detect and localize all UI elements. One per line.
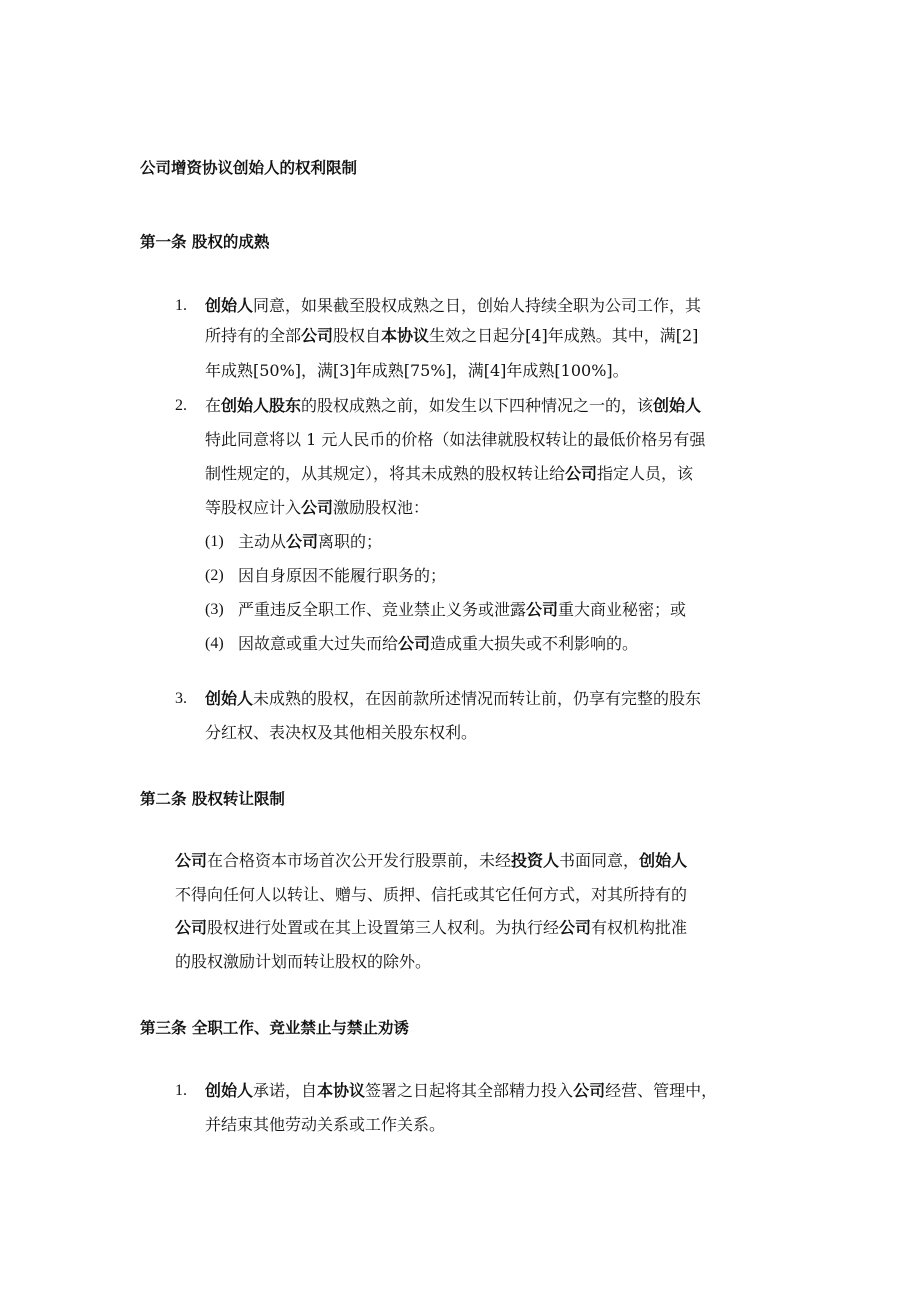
paragraph-line: 公司股权进行处置或在其上设置第三人权利。为执行经公司有权机构批准 (175, 918, 688, 937)
article-3-heading: 第三条 全职工作、竞业禁止与禁止劝诱 (140, 1019, 409, 1037)
sub-item-number: (2) (205, 567, 224, 584)
paragraph-line: 创始人未成熟的股权，在因前款所述情况而转让前，仍享有完整的股东 (205, 689, 702, 708)
sub-item-text: 严重违反全职工作、竞业禁止义务或泄露公司重大商业秘密；或 (238, 600, 687, 619)
document-title: 公司增资协议创始人的权利限制 (140, 159, 358, 177)
paragraph-line: 所持有的全部公司股权自本协议生效之日起分[4]年成熟。其中，满[2] (205, 326, 699, 345)
paragraph-line: 年成熟[50%]，满[3]年成熟[75%]，满[4]年成熟[100%]。 (205, 361, 629, 380)
paragraph-line: 并结束其他劳动关系或工作关系。 (205, 1115, 446, 1134)
item-number: 3. (175, 690, 187, 707)
sub-item-number: (3) (205, 601, 224, 618)
paragraph-line: 分红权、表决权及其他相关股东权利。 (205, 723, 478, 742)
item-number: 2. (175, 397, 187, 414)
paragraph-line: 创始人承诺，自本协议签署之日起将其全部精力投入公司经营、管理中， (205, 1081, 718, 1100)
item-number: 1. (175, 297, 187, 314)
paragraph-line: 在创始人股东的股权成熟之前，如发生以下四种情况之一的，该创始人 (205, 396, 702, 415)
article-2-heading: 第二条 股权转让限制 (140, 790, 285, 808)
sub-item-number: (4) (205, 635, 224, 652)
sub-item-number: (1) (205, 533, 224, 550)
sub-item-text: 主动从公司离职的； (238, 532, 383, 551)
article-1-heading: 第一条 股权的成熟 (140, 233, 270, 251)
paragraph-line: 的股权激励计划而转让股权的除外。 (175, 952, 432, 971)
paragraph-line: 公司在合格资本市场首次公开发行股票前，未经投资人书面同意，创始人 (175, 851, 688, 870)
sub-item-text: 因自身原因不能履行职务的； (238, 566, 447, 585)
paragraph-line: 制性规定的，从其规定），将其未成熟的股权转让给公司指定人员，该 (205, 464, 694, 483)
sub-item-text: 因故意或重大过失而给公司造成重大损失或不利影响的。 (238, 634, 639, 653)
item-number: 1. (175, 1082, 187, 1099)
paragraph-line: 创始人同意，如果截至股权成熟之日，创始人持续全职为公司工作，其 (205, 296, 702, 315)
paragraph-line: 特此同意将以 1 元人民币的价格（如法律就股权转让的最低价格另有强 (205, 430, 706, 449)
paragraph-line: 不得向任何人以转让、赠与、质押、信托或其它任何方式，对其所持有的 (175, 885, 688, 904)
paragraph-line: 等股权应计入公司激励股权池： (205, 498, 430, 517)
